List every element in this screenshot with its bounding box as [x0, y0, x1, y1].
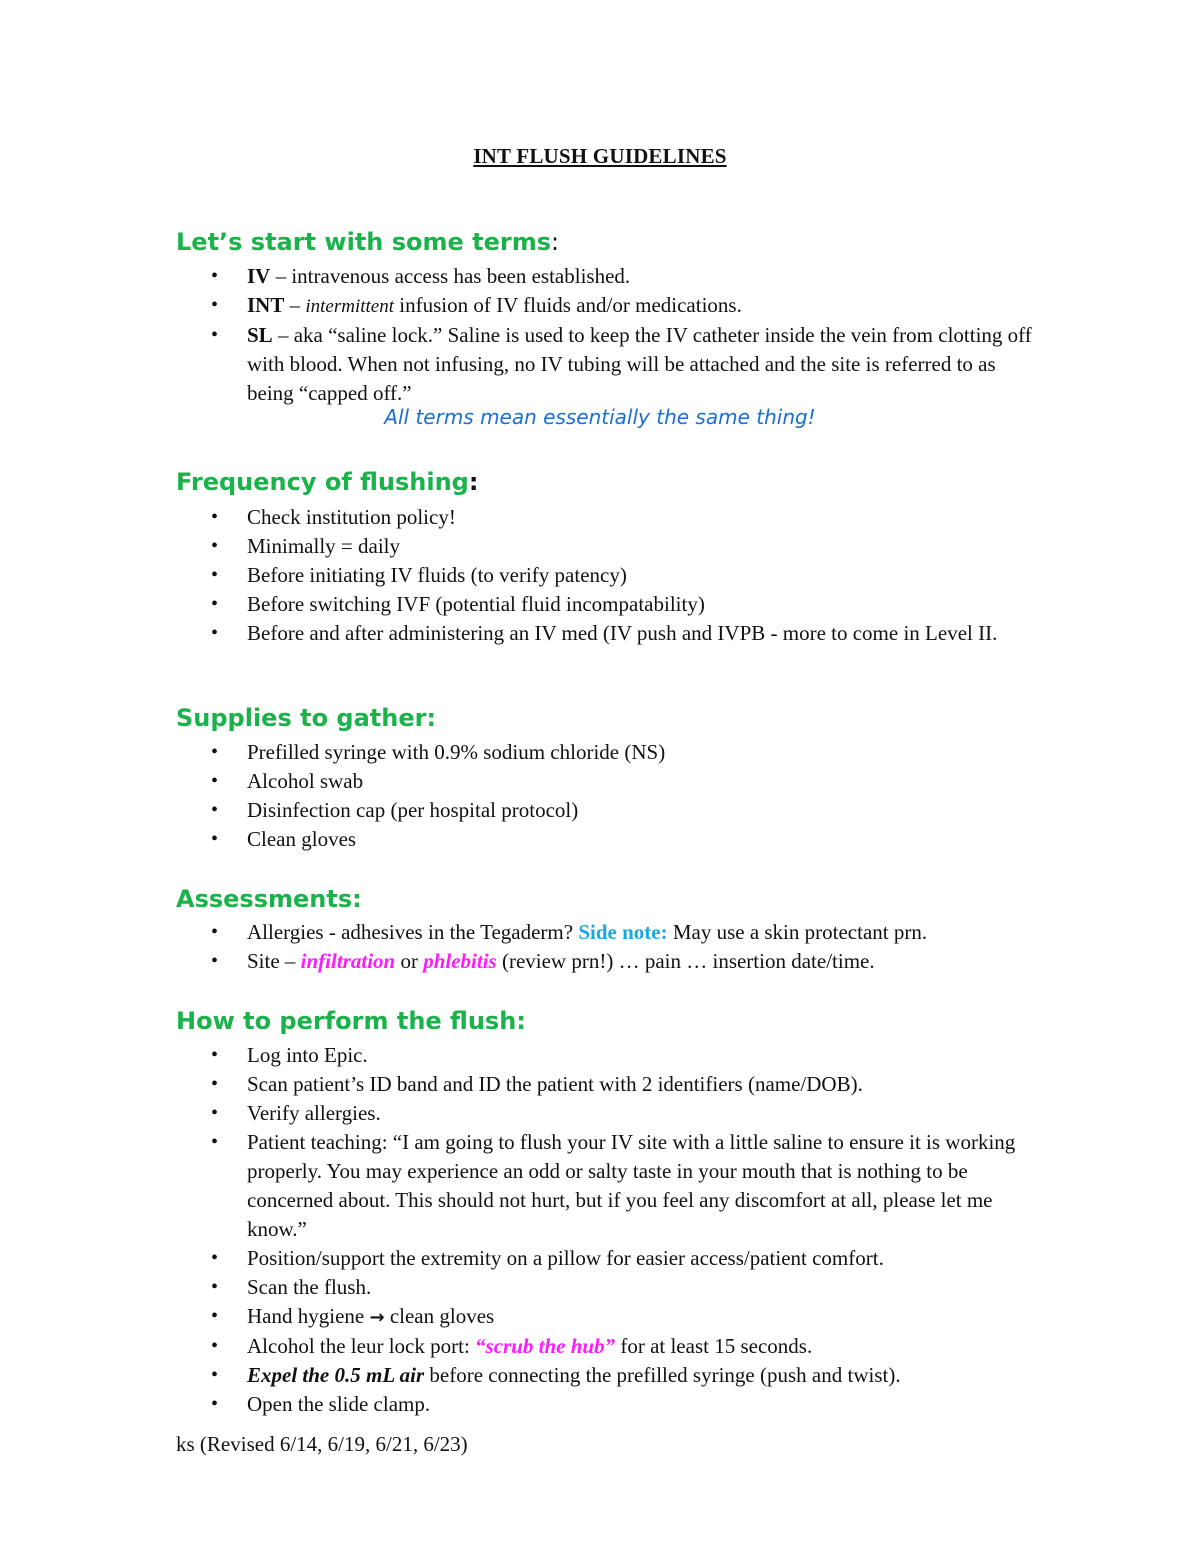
list-item-text: Allergies - adhesives in the Tegaderm?	[247, 920, 579, 944]
list-item	[176, 619, 1036, 648]
bullet-icon: •	[211, 593, 219, 615]
supplies-list	[176, 738, 1036, 854]
list-item	[176, 1273, 1036, 1302]
list-item-text: Clean gloves	[247, 827, 357, 851]
list-item	[176, 918, 1036, 947]
bullet-icon: •	[211, 1044, 219, 1066]
assessments-list	[176, 918, 1036, 976]
list-item-text: Alcohol the leur lock port:	[247, 1334, 476, 1358]
list-item-text: Site –	[247, 949, 301, 973]
list-item	[176, 532, 1036, 561]
bullet-icon: •	[211, 324, 219, 346]
list-item	[176, 1390, 1036, 1419]
frequency-heading	[176, 468, 478, 496]
term-definition: – aka “saline lock.” Saline is used to keep the IV catheter inside the vein from clotting off with blood. When not infusing, no IV tubing will be attached and the site is referred to as being “capped off.”	[247, 323, 1032, 405]
list-item-text: Before initiating IV fluids (to verify patency)	[247, 563, 627, 587]
terms-note: All terms mean essentially the same thing!	[384, 405, 816, 429]
bullet-icon: •	[211, 1247, 219, 1269]
bullet-icon: •	[211, 535, 219, 557]
list-item-text: Hand hygiene	[247, 1304, 370, 1328]
term-abbrev: INT	[247, 293, 285, 317]
bullet-icon: •	[211, 950, 219, 972]
list-item-text: Prefilled syringe with 0.9% sodium chloride (NS)	[247, 740, 666, 764]
bullet-icon: •	[211, 741, 219, 763]
list-item-text: Alcohol swab	[247, 769, 364, 793]
term-abbrev: IV	[247, 264, 271, 288]
supplies-heading: Supplies to gather:	[176, 704, 437, 732]
bullet-icon: •	[211, 1335, 219, 1357]
infiltration-term: infiltration	[300, 949, 396, 973]
list-item-text: May use a skin protectant prn.	[667, 920, 928, 944]
list-item	[176, 321, 1036, 408]
list-item	[176, 1099, 1036, 1128]
list-item	[176, 1041, 1036, 1070]
list-item	[176, 1332, 1036, 1361]
terms-list	[176, 262, 1036, 408]
list-item-text: Scan the flush.	[247, 1275, 372, 1299]
frequency-heading-text: Frequency of flushing	[176, 468, 469, 496]
list-item-text: Before switching IVF (potential fluid incompatability)	[247, 592, 705, 616]
term-definition: – intravenous access has been established.	[270, 264, 631, 288]
list-item	[176, 561, 1036, 590]
bullet-icon: •	[211, 1102, 219, 1124]
frequency-heading-colon: :	[468, 468, 479, 496]
list-item-text: Position/support the extremity on a pillow for easier access/patient comfort.	[247, 1246, 884, 1270]
bullet-icon: •	[211, 564, 219, 586]
list-item-text: or	[395, 949, 424, 973]
list-item-text: (review prn!) … pain … insertion date/time.	[496, 949, 875, 973]
term-abbrev: SL	[247, 323, 273, 347]
bullet-icon: •	[211, 506, 219, 528]
list-item	[176, 796, 1036, 825]
list-item-text: Verify allergies.	[247, 1101, 381, 1125]
list-item	[176, 262, 1036, 291]
terms-heading	[176, 228, 559, 256]
list-item-text: Check institution policy!	[247, 505, 456, 529]
list-item-text: Open the slide clamp.	[247, 1392, 431, 1416]
list-item	[176, 1361, 1036, 1390]
bullet-icon: •	[211, 770, 219, 792]
list-item-text: Before and after administering an IV med (IV push and IVPB - more to come in Level II.	[247, 621, 998, 645]
list-item	[176, 1070, 1036, 1099]
phlebitis-term: phlebitis	[423, 949, 497, 973]
list-item	[176, 1128, 1036, 1244]
list-item	[176, 1302, 1036, 1332]
perform-heading: How to perform the flush:	[176, 1007, 526, 1035]
term-dash: –	[284, 293, 306, 317]
bullet-icon: •	[211, 265, 219, 287]
bullet-icon: •	[211, 799, 219, 821]
list-item	[176, 738, 1036, 767]
bullet-icon: •	[211, 1305, 219, 1327]
assessments-heading: Assessments:	[176, 885, 362, 913]
list-item-text: Log into Epic.	[247, 1043, 368, 1067]
list-item	[176, 291, 1036, 321]
bullet-icon: •	[211, 828, 219, 850]
list-item	[176, 767, 1036, 796]
list-item-text: Patient teaching: “I am going to flush your IV site with a little saline to ensure it is working properly. You may experience an odd or salty taste in your mouth that is nothing to be concerned about. This should not hurt, but if you feel any discomfort at all, please let me know.”	[247, 1130, 1016, 1241]
arrow-right-icon: →	[369, 1307, 385, 1328]
term-italic: intermittent	[305, 296, 395, 317]
list-item	[176, 825, 1036, 854]
terms-heading-text: Let’s start with some terms	[176, 228, 552, 256]
perform-list	[176, 1041, 1036, 1419]
list-item	[176, 503, 1036, 532]
bullet-icon: •	[211, 622, 219, 644]
list-item	[176, 1244, 1036, 1273]
document-title: INT FLUSH GUIDELINES	[473, 144, 727, 168]
bullet-icon: •	[211, 1364, 219, 1386]
list-item-text: clean gloves	[384, 1304, 495, 1328]
list-item-text: Scan patient’s ID band and ID the patient with 2 identifiers (name/DOB).	[247, 1072, 863, 1096]
bullet-icon: •	[211, 1276, 219, 1298]
bullet-icon: •	[211, 1073, 219, 1095]
revision-footer: ks (Revised 6/14, 6/19, 6/21, 6/23)	[176, 1432, 468, 1456]
bullet-icon: •	[211, 921, 219, 943]
side-note-label: Side note:	[578, 920, 668, 944]
list-item	[176, 947, 1036, 976]
bullet-icon: •	[211, 1131, 219, 1153]
list-item-text: before connecting the prefilled syringe (push and twist).	[424, 1363, 901, 1387]
list-item-text: for at least 15 seconds.	[615, 1334, 813, 1358]
scrub-the-hub-phrase: “scrub the hub”	[475, 1334, 616, 1358]
term-definition: infusion of IV fluids and/or medications.	[394, 293, 742, 317]
frequency-list	[176, 503, 1036, 648]
list-item-text: Minimally = daily	[247, 534, 400, 558]
bullet-icon: •	[211, 1393, 219, 1415]
list-item-text: Disinfection cap (per hospital protocol)	[247, 798, 579, 822]
expel-air-phrase: Expel the 0.5 mL air	[247, 1363, 425, 1387]
list-item	[176, 590, 1036, 619]
terms-heading-colon: :	[551, 228, 560, 256]
bullet-icon: •	[211, 294, 219, 316]
